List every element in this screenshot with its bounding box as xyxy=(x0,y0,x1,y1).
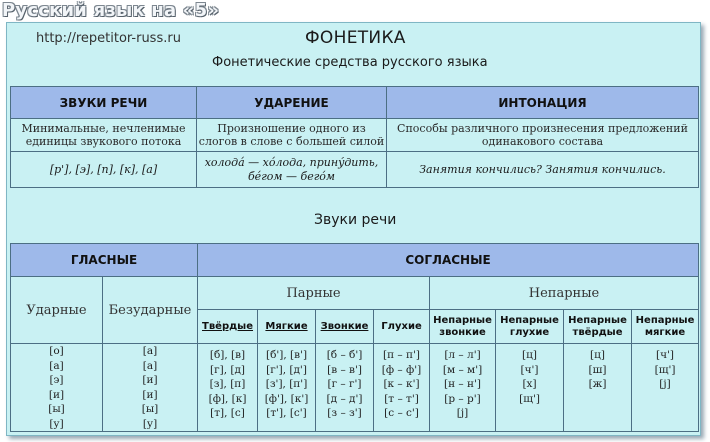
col-unpaired-soft: Непарные мягкие xyxy=(632,310,699,344)
unstressed-header: Безударные xyxy=(103,277,198,344)
list-item: [j] xyxy=(456,407,469,419)
list-item: [г'], [д'] xyxy=(266,363,307,376)
brand-logo: Русский язык на «5» xyxy=(2,0,220,21)
consonants-header: СОГЛАСНЫЕ xyxy=(198,244,699,277)
list-item: [ч'] xyxy=(520,363,539,376)
list-item: [в – в'] xyxy=(327,363,362,376)
list-item: [р – р'] xyxy=(444,392,481,405)
col-header-intonation: ИНТОНАЦИЯ xyxy=(387,87,699,119)
list-item: [ф – ф'] xyxy=(381,363,422,376)
list-item: [а] xyxy=(142,345,158,357)
list-item: [j] xyxy=(659,378,671,390)
list-item: [у] xyxy=(142,417,158,430)
list-item: [э] xyxy=(49,374,64,386)
desc-sounds: Минимальные, нечленимые единицы звукового потока xyxy=(11,119,197,152)
list-item: [ы] xyxy=(48,403,65,415)
list-item: [и] xyxy=(142,374,158,386)
list-item: [о] xyxy=(49,345,64,357)
paired-header: Парные xyxy=(198,277,430,310)
list-item: [ц] xyxy=(590,349,605,361)
example-intonation: Занятия кончились? Занятия кончились. xyxy=(387,152,699,188)
unpaired-voiceless-list xyxy=(496,344,564,432)
phonetics-table xyxy=(10,86,699,188)
list-item: [ц] xyxy=(522,349,537,361)
list-item: [н – н'] xyxy=(444,378,482,390)
section-title: Звуки речи xyxy=(314,212,397,228)
list-item: [ч'] xyxy=(656,349,675,361)
hard-consonants-list xyxy=(198,344,258,432)
list-item: [а] xyxy=(142,359,158,372)
list-item: [г], [д] xyxy=(210,363,246,376)
col-unpaired-voiced: Непарные звонкие xyxy=(430,310,496,344)
unpaired-header: Непарные xyxy=(430,277,699,310)
list-item: [ж] xyxy=(588,378,607,390)
page-subtitle: Фонетические средства русского языка xyxy=(212,55,488,70)
list-item: [х] xyxy=(522,378,537,390)
list-item: [ш] xyxy=(588,363,607,376)
list-item: [у] xyxy=(49,417,64,430)
site-url[interactable]: http://repetitor-russ.ru xyxy=(36,31,181,46)
list-item: [д – д'] xyxy=(326,392,363,405)
col-soft: Мягкие xyxy=(258,310,316,344)
list-item: [ф'], [к'] xyxy=(264,392,309,405)
example-sounds: [р'], [э], [п], [к], [а] xyxy=(11,152,197,188)
speech-sounds-table xyxy=(10,243,699,432)
unstressed-vowels-list xyxy=(103,344,198,432)
list-item: [и] xyxy=(142,388,158,401)
unpaired-soft-list xyxy=(632,344,699,432)
list-item: [г – г'] xyxy=(327,378,362,390)
soft-consonants-list xyxy=(258,344,316,432)
list-item: [щ'] xyxy=(654,363,676,376)
col-voiceless: Глухие xyxy=(374,310,430,344)
list-item: [л – л'] xyxy=(444,349,481,361)
list-item: [б'], [в'] xyxy=(265,349,308,361)
list-item: [т – т'] xyxy=(384,392,419,405)
vowels-header: ГЛАСНЫЕ xyxy=(11,244,198,277)
col-unpaired-voiceless: Непарные глухие xyxy=(496,310,564,344)
desc-intonation: Способы различного произнесения предложений одинакового состава xyxy=(387,119,699,152)
col-hard: Твёрдые xyxy=(198,310,258,344)
stressed-vowels-list xyxy=(11,344,103,432)
page-title: ФОНЕТИКА xyxy=(305,28,406,48)
col-header-sounds: ЗВУКИ РЕЧИ xyxy=(11,87,197,119)
list-item: [з – з'] xyxy=(327,407,362,419)
list-item: [п – п'] xyxy=(383,349,421,361)
col-unpaired-hard: Непарные твёрдые xyxy=(564,310,632,344)
col-voiced: Звонкие xyxy=(316,310,374,344)
list-item: [т'], [с'] xyxy=(266,407,307,419)
list-item: [щ'] xyxy=(519,392,540,405)
stressed-header: Ударные xyxy=(11,277,103,344)
col-header-stress: УДАРЕНИЕ xyxy=(197,87,387,119)
list-item: [а] xyxy=(49,359,64,372)
list-item: [с – с'] xyxy=(384,407,419,419)
list-item: [б], [в] xyxy=(209,349,246,361)
voiceless-consonants-list xyxy=(374,344,430,432)
list-item: [ы] xyxy=(141,403,159,415)
unpaired-hard-list xyxy=(564,344,632,432)
list-item: [м – м'] xyxy=(442,363,483,376)
list-item: [ф], [к] xyxy=(208,392,247,405)
list-item: [б – б'] xyxy=(326,349,363,361)
list-item: [з'], [п'] xyxy=(265,378,308,390)
voiced-consonants-list xyxy=(316,344,374,432)
list-item: [и] xyxy=(48,388,65,401)
list-item: [к – к'] xyxy=(383,378,420,390)
unpaired-voiced-list xyxy=(430,344,496,432)
desc-stress: Произношение одного из слогов в слове с большей силой xyxy=(197,119,387,152)
example-stress: холодá — хóлода, принýдить, бéгом — бегóм xyxy=(197,152,387,188)
list-item: [т], [с] xyxy=(210,407,245,419)
list-item: [з], [п] xyxy=(209,378,246,390)
